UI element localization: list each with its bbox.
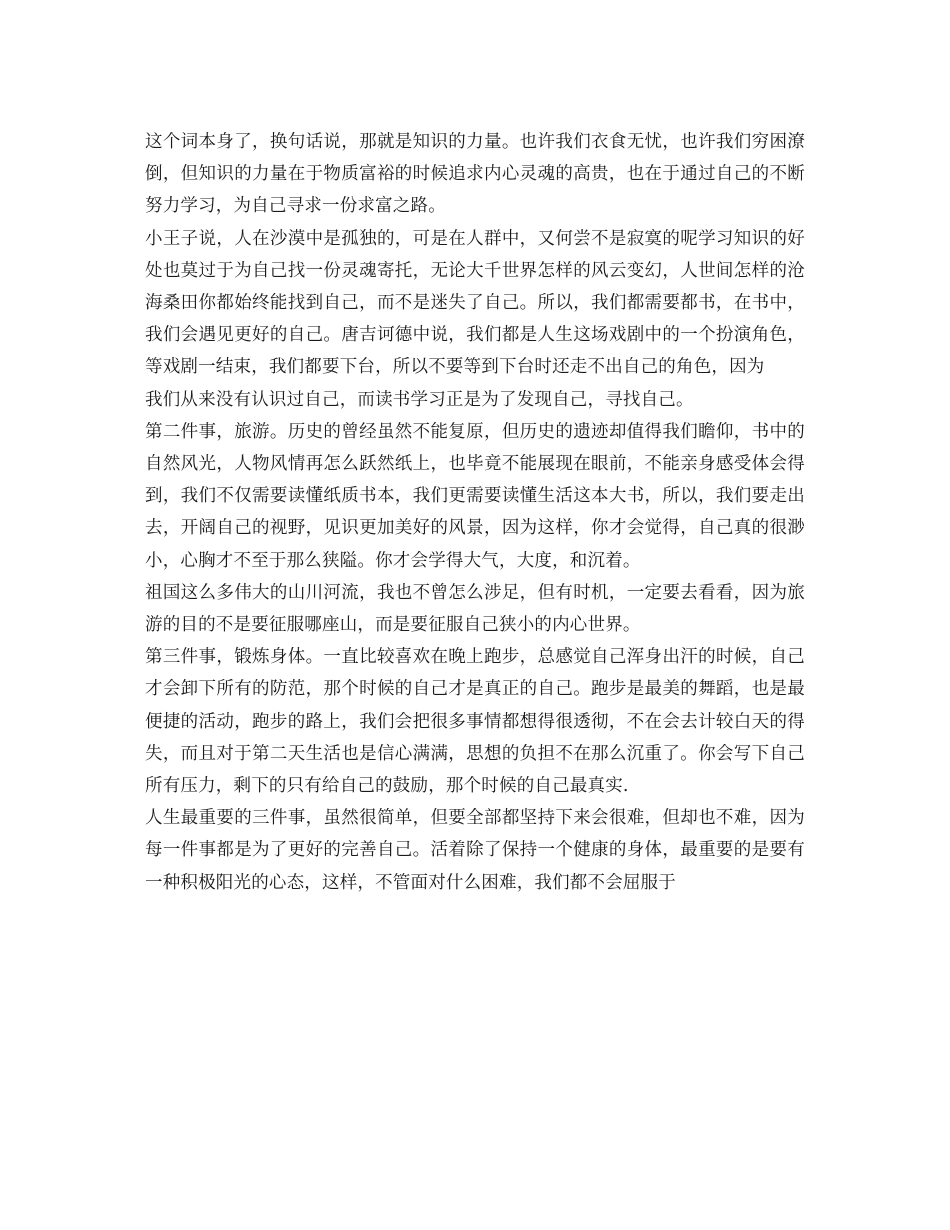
paragraph-conclusion: 人生最重要的三件事，虽然很简单，但要全部都坚持下来会很难，但却也不难，因为每一件事都是为了更好的完善自己。活着除了保持一个健康的身体，最重要的是要有一种积极阳光的心态，这样，不管面对什么困难，我们都不会屈服于 xyxy=(145,808,805,893)
paragraph-find-yourself: 我们从来没有认识过自己，而读书学习正是为了发现自己，寻找自己。 xyxy=(145,389,694,410)
document-body xyxy=(145,126,805,899)
paragraph-mountains-rivers: 祖国这么多伟大的山川河流，我也不曾怎么涉足，但有时机，一定要去看看，因为旅游的目的不是要征服哪座山，而是要征服自己狭小的内心世界。 xyxy=(145,582,805,636)
paragraph-travel: 第二件事，旅游。历史的曾经虽然不能复原，但历史的遗迹却值得我们瞻仰，书中的自然风光，人物风情再怎么跃然纸上，也毕竟不能展现在眼前，不能亲身感受体会得到，我们不仅需要读懂纸质书本，我们更需要读懂生活这本大书，所以，我们要走出去，开阔自己的视野，见识更加美好的风景，因为这样，你才会觉得，自己真的很渺小，心胸才不至于那么狭隘。你才会学得大气，大度，和沉着。 xyxy=(145,421,805,571)
paragraph-little-prince: 小王子说，人在沙漠中是孤独的，可是在人群中，又何尝不是寂寞的呢学习知识的好处也莫过于为自己找一份灵魂寄托，无论大千世界怎样的风云变幻，人世间怎样的沧海桑田你都始终能找到自己，而不是迷失了自己。所以，我们都需要都书，在书中，我们会遇见更好的自己。唐吉诃德中说，我们都是人生这场戏剧中的一个扮演角色，等戏剧一结束，我们都要下台，所以不要等到下台时还走不出自己的角色，因为 xyxy=(145,228,805,378)
paragraph-exercise: 第三件事，锻炼身体。一直比较喜欢在晚上跑步，总感觉自己浑身出汗的时候，自己才会卸下所有的防范，那个时候的自己才是真正的自己。跑步是最美的舞蹈，也是最便捷的活动，跑步的路上，我们会把很多事情都想得很透彻，不在会去计较白天的得失，而且对于第二天生活也是信心满满，思想的负担不在那么沉重了。你会写下自己所有压力，剩下的只有给自己的鼓励，那个时候的自己最真实. xyxy=(145,647,805,797)
paragraph-knowledge-power: 这个词本身了，换句话说，那就是知识的力量。也许我们衣食无忧，也许我们穷困潦倒，但知识的力量在于物质富裕的时候追求内心灵魂的高贵，也在于通过自己的不断努力学习，为自己寻求一份求富之路。 xyxy=(145,132,805,217)
